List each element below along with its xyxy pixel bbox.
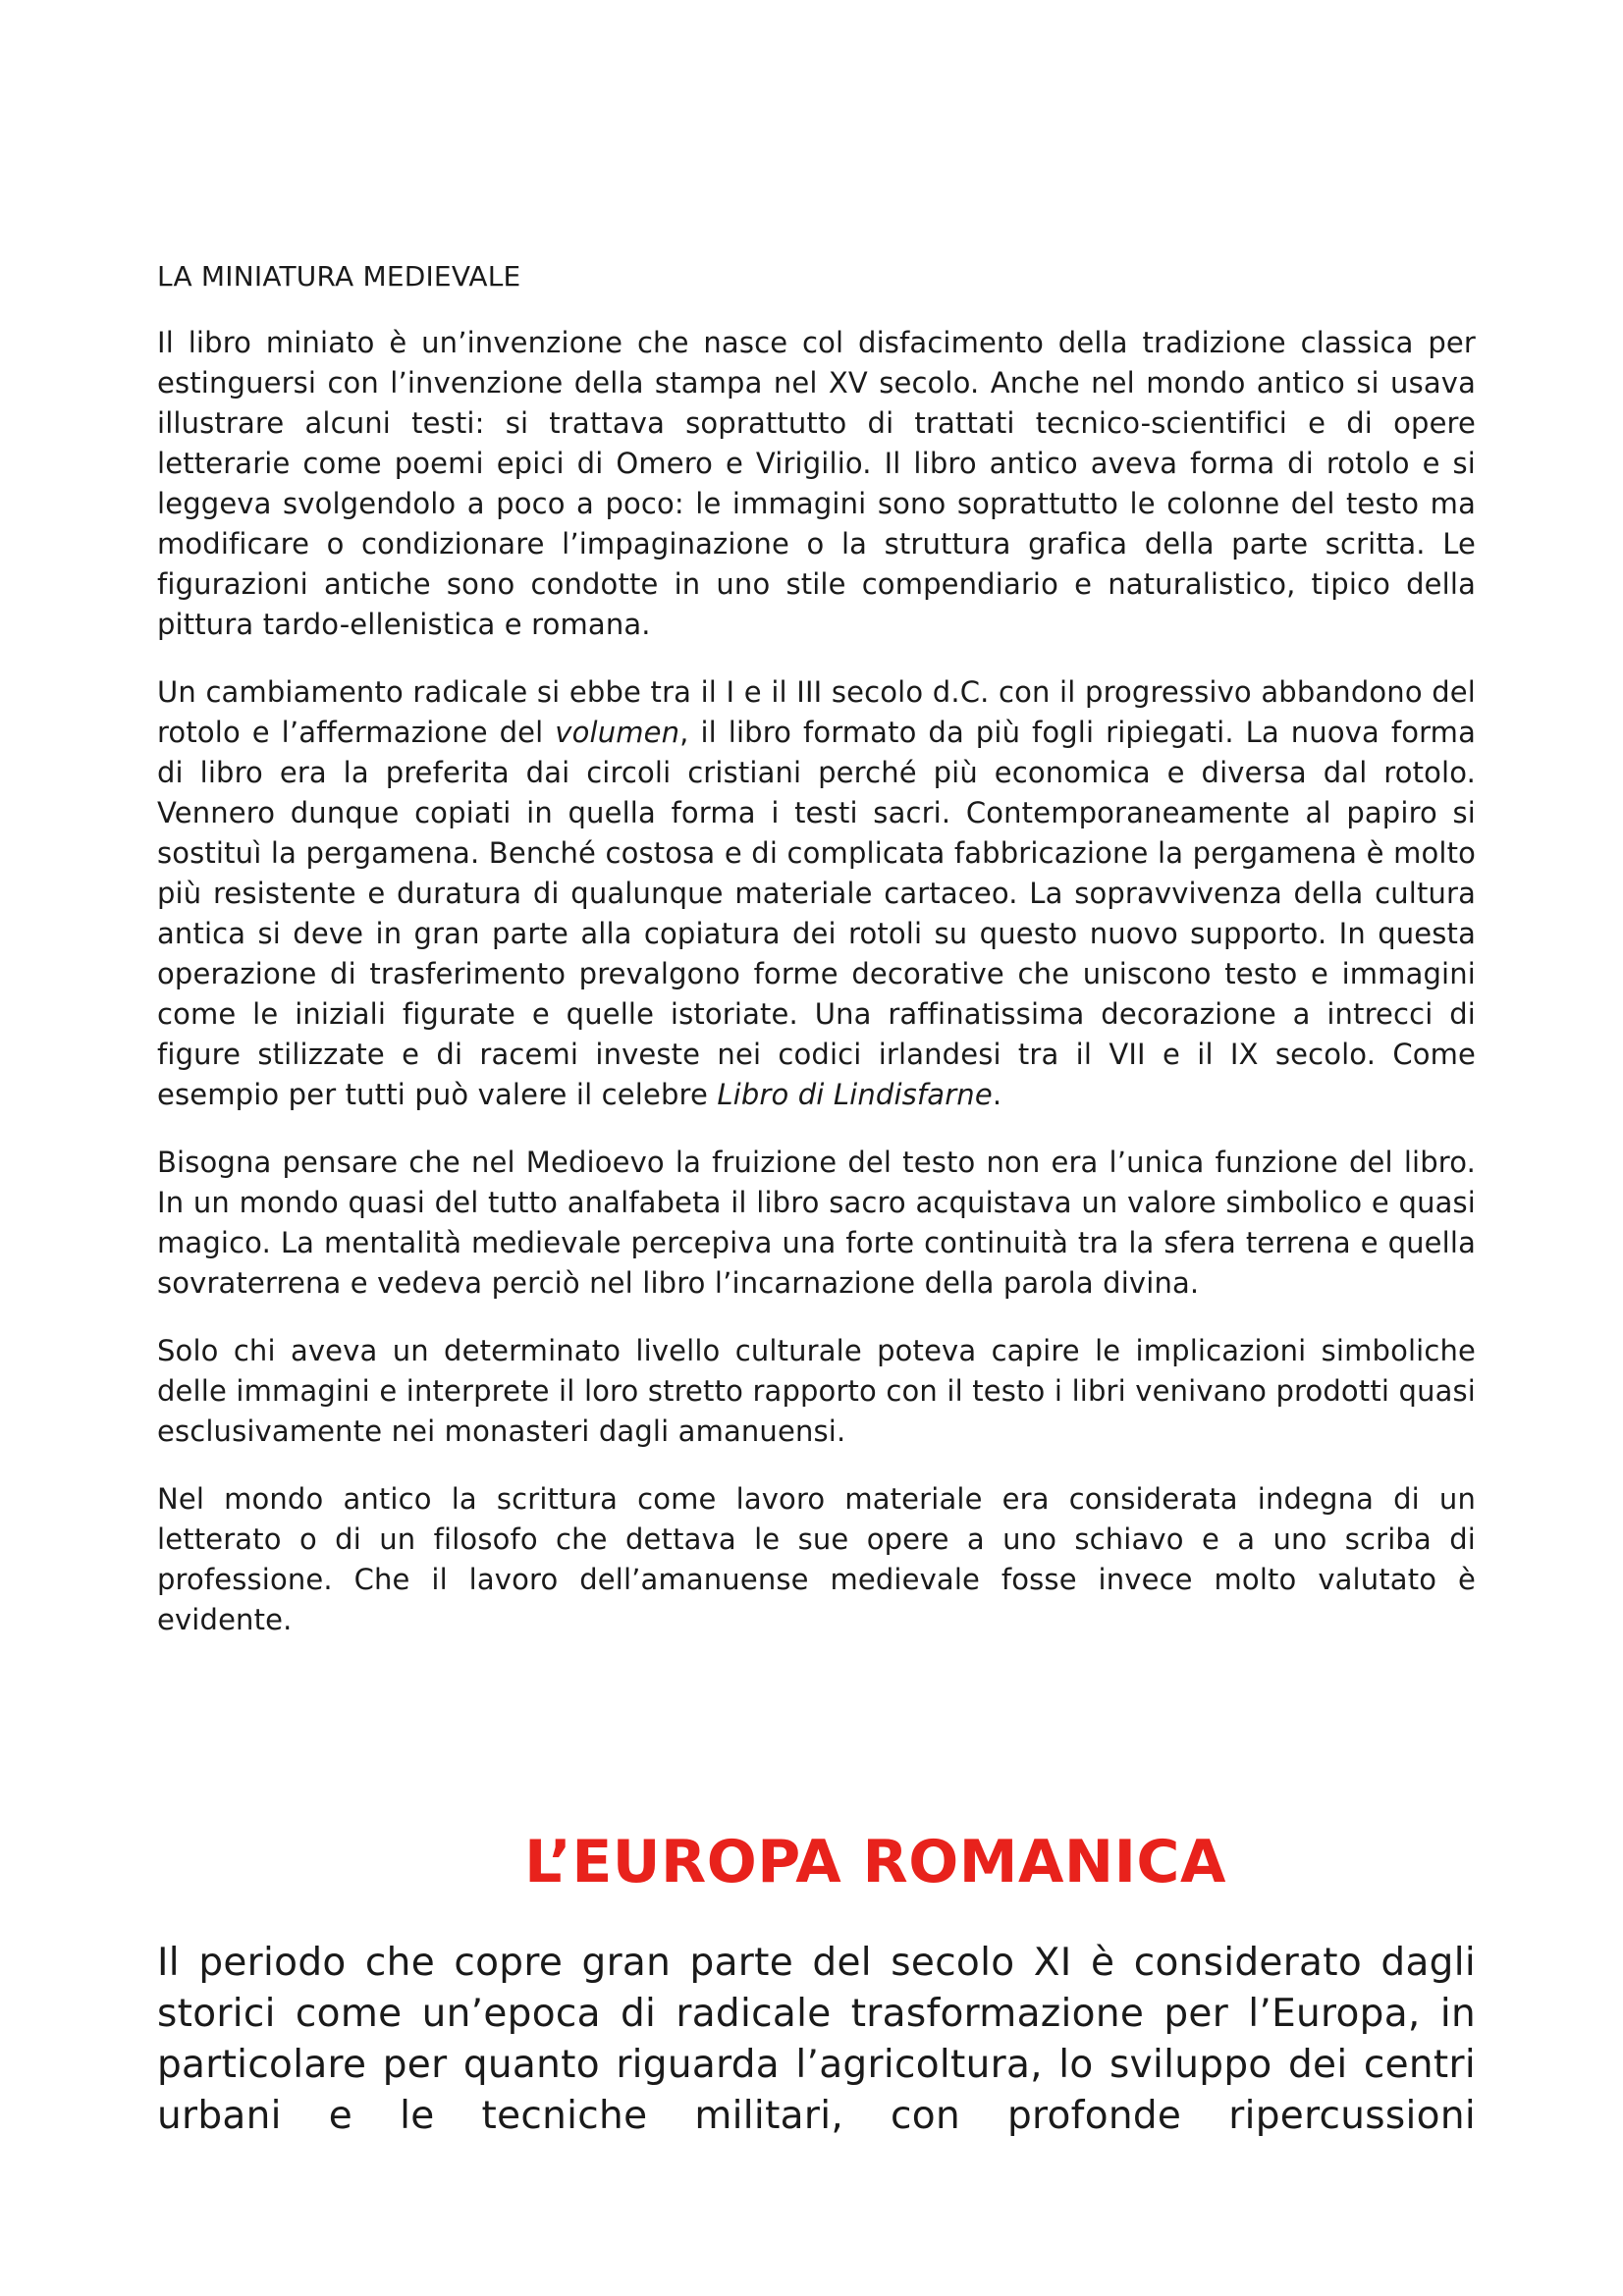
section-heading-europa-romanica: L’EUROPA ROMANICA [524, 1828, 1226, 1896]
paragraph-2-text-b: , il libro formato da più fogli ripiegati. La nuova forma di libro era la preferita dai circoli cristiani perché più economica e diversa dal rotolo. Vennero dunque copiati in quella forma i testi sacri. Contemporaneamente al papiro si sostituì la pergamena. Benché costosa e di complicata fabbricazione la pergamena è molto più resistente e duratura di qualunque materiale cartaceo. La sopravvivenza della cultura antica si deve in gran parte alla copiatura dei rotoli su questo nuovo supporto. In questa operazione di trasferimento prevalgono forme decorative che uniscono testo e immagini come le iniziali figurate e quelle istoriate. Una raffinatissima decorazione a intrecci di figure stilizzate e di racemi investe nei codici irlandesi tra il VII e il IX secolo. Come esempio per tutti può valere il celebre [157, 716, 1476, 1111]
paragraph-2-text-c: . [992, 1078, 1002, 1111]
paragraph-4: Solo chi aveva un determinato livello culturale poteva capire le implicazioni simboliche delle immagini e interprete il loro stretto rapporto con il testo i libri venivano prodotti quasi esclusivamente nei monasteri dagli amanuensi. [157, 1334, 1476, 1448]
paragraph-5: Nel mondo antico la scrittura come lavoro materiale era considerata indegna di un letterato o di un filosofo che dettava le sue opere a uno schiavo e a uno scriba di professione. Che il lavoro dell’amanuense medievale fosse invece molto valutato è evidente. [157, 1482, 1476, 1636]
paragraph-2 [157, 672, 1476, 1115]
italic-volumen: volumen [555, 716, 680, 749]
paragraph-1: Il libro miniato è un’invenzione che nasce col disfacimento della tradizione classica per estinguersi con l’invenzione della stampa nel XV secolo. Anche nel mondo antico si usava illustrare alcuni testi: si trattava soprattutto di trattati tecnico-scientifici e di opere letterarie come poemi epici di Omero e Virigilio. Il libro antico aveva forma di rotolo e si leggeva svolgendolo a poco a poco: le immagini sono soprattutto le colonne del testo ma modificare o condizionare l’impaginazione o la struttura grafica della parte scritta. Le figurazioni antiche sono condotte in uno stile compendiario e naturalistico, tipico della pittura tardo-ellenistica e romana. [157, 326, 1476, 641]
paragraph-2-text-a: Un cambiamento radicale si ebbe tra il I e il III secolo d.C. con il progressivo abbandono del rotolo e l’affermazione del [157, 675, 1476, 749]
intro-paragraph-large: Il periodo che copre gran parte del secolo XI è considerato dagli storici come un’epoca di radicale trasformazione per l’Europa, in particolare per quanto riguarda l’agricoltura, lo sviluppo dei centri urbani e le tecniche militari, con profonde ripercussioni [157, 1941, 1476, 2138]
paragraph-3: Bisogna pensare che nel Medioevo la fruizione del testo non era l’unica funzione del libro. In un mondo quasi del tutto analfabeta il libro sacro acquistava un valore simbolico e quasi magico. La mentalità medievale percepiva una forte continuità tra la sfera terrena e quella sovraterrena e vedeva perciò nel libro l’incarnazione della parola divina. [157, 1146, 1476, 1300]
section-title: LA MINIATURA MEDIEVALE [157, 260, 521, 293]
italic-libro-di-lindisfarne: Libro di Lindisfarne [717, 1078, 993, 1111]
document-page [157, 257, 1476, 2138]
